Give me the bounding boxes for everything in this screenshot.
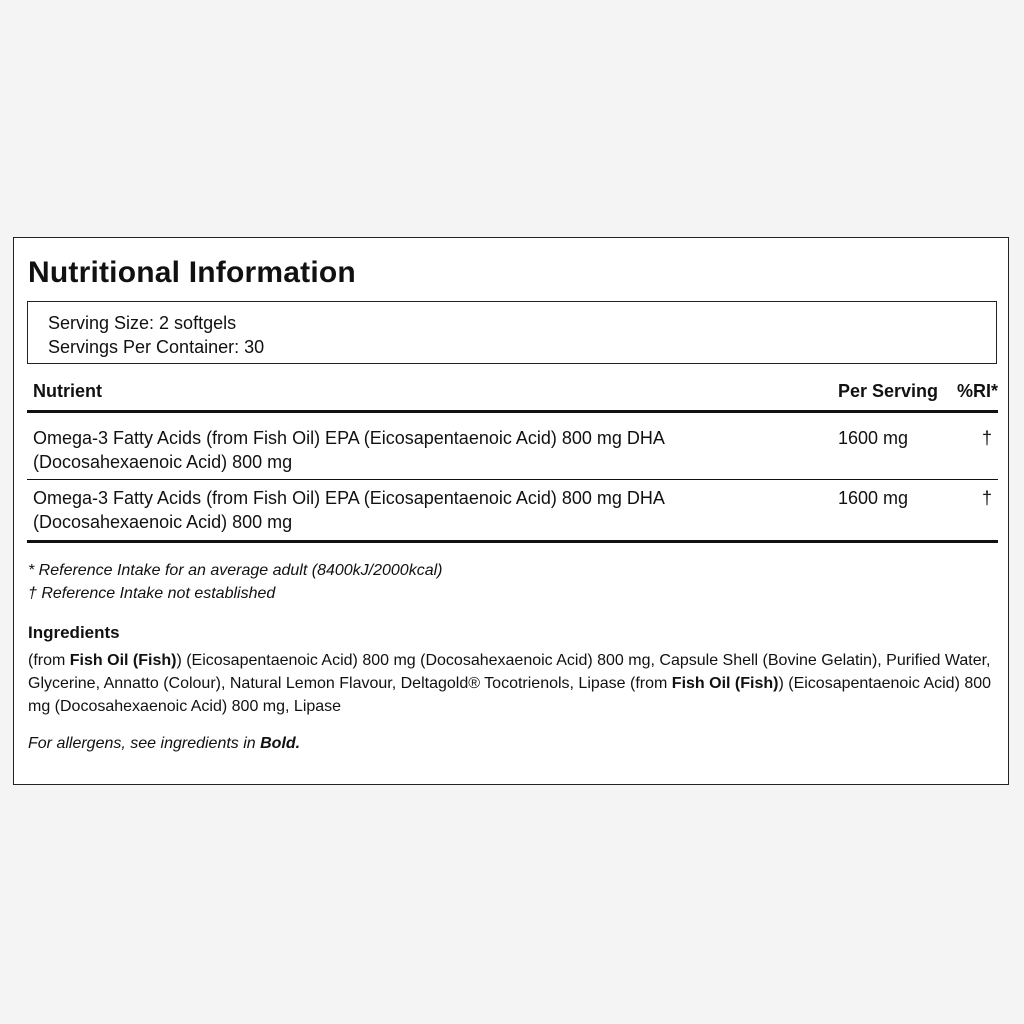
footnote-reference-intake: * Reference Intake for an average adult (8400kJ/2000kcal) — [28, 562, 443, 579]
header-per-serving: Per Serving — [838, 381, 939, 401]
row-ri: † — [981, 428, 992, 448]
nutrition-panel — [13, 237, 1009, 785]
table-bottom-rule — [27, 540, 998, 543]
ingredients-heading: Ingredients — [28, 623, 120, 642]
ingredients-part: ) (Eicosapentaenoic Acid) 800 mg (Docosahexaenoic Acid) 800 mg, Capsule Shell (Bovine Gelatin), Purified Water, Glycerine, Annatto (Colour), Natural Lemon Flavour, Deltagold® Tocotrienols, Lipase (from — [28, 652, 991, 692]
header-ri: %RI* — [956, 381, 998, 401]
serving-size: Serving Size: 2 softgels — [48, 313, 237, 333]
ingredients-part: (from — [28, 652, 70, 669]
footnotes — [28, 559, 442, 605]
footnote-not-established: † Reference Intake not established — [28, 585, 276, 602]
allergen-ingredient: Fish Oil (Fish) — [69, 652, 177, 669]
row-nutrient: Omega-3 Fatty Acids (from Fish Oil) EPA (Eicosapentaenoic Acid) 800 mg DHA (Docosahexaenoic Acid) 800 mg — [33, 488, 664, 532]
ingredients-text — [28, 649, 1003, 718]
row-ri: † — [981, 488, 992, 508]
allergen-note — [28, 735, 300, 753]
header-nutrient: Nutrient — [33, 381, 102, 401]
serving-info-box — [27, 301, 997, 364]
allergen-note-bold: Bold. — [260, 735, 301, 752]
servings-per-container: Servings Per Container: 30 — [48, 337, 265, 357]
row-per-serving: 1600 mg — [838, 488, 909, 508]
row-nutrient: Omega-3 Fatty Acids (from Fish Oil) EPA (Eicosapentaenoic Acid) 800 mg DHA (Docosahexaenoic Acid) 800 mg — [33, 428, 664, 472]
allergen-ingredient: Fish Oil (Fish) — [671, 675, 779, 692]
ingredients-part: ) (Eicosapentaenoic Acid) 800 mg (Docosahexaenoic Acid) 800 mg, Lipase — [28, 675, 992, 715]
header-rule — [27, 410, 998, 413]
row-divider — [27, 479, 998, 480]
row-per-serving: 1600 mg — [838, 428, 909, 448]
allergen-note-text: For allergens, see ingredients in — [28, 735, 261, 752]
panel-title: Nutritional Information — [28, 256, 356, 289]
